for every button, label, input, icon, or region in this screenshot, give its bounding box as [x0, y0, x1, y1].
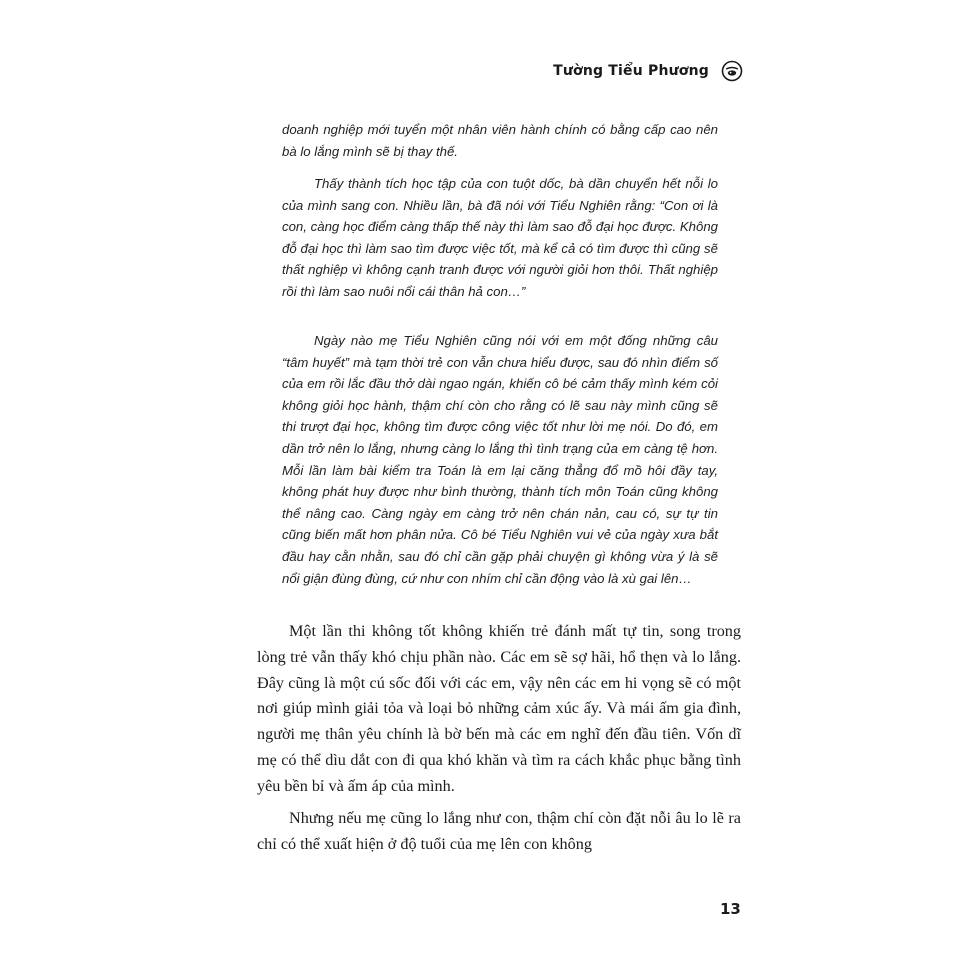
running-head [553, 60, 743, 82]
author-name: Tường Tiểu Phương [553, 63, 709, 79]
publisher-logo-icon [721, 60, 743, 82]
quote-paragraph: Ngày nào mẹ Tiểu Nghiên cũng nói với em một đống những câu “tâm huyết” mà tạm thời trẻ con vẫn chưa hiểu được, sau đó nhìn điểm số của em rồi lắc đầu thở dài ngao ngán, khiến cô bé cảm thấy mình kém cỏi không giỏi học hành, thậm chí còn cho rằng có lẽ sau này mình cũng sẽ thi trượt đại học, không tìm được công việc tốt như lời mẹ nói. Do đó, em dần trở nên lo lắng, nhưng càng lo lắng thì tình trạng của em càng tệ hơn. Mỗi lần làm bài kiểm tra Toán là em lại căng thẳng đổ mồ hôi đầy tay, không phát huy được như bình thường, thành tích môn Toán cũng không thể nâng cao. Càng ngày em càng trở nên chán nản, cau có, sự tự tin cũng biến mất hơn phân nửa. Cô bé Tiểu Nghiên vui vẻ của ngày xưa bắt đầu hay cằn nhằn, sau đó chỉ cần gặp phải chuyện gì không vừa ý là sẽ nổi giận đùng đùng, cứ như con nhím chỉ cần động vào là xù gai lên… [282, 333, 718, 586]
body-paragraph: Nhưng nếu mẹ cũng lo lắng như con, thậm chí còn đặt nỗi âu lo lẽ ra chỉ có thể xuất hiện ở độ tuổi của mẹ lên con không [257, 809, 741, 853]
body-paragraph: Một lần thi không tốt không khiến trẻ đánh mất tự tin, song trong lòng trẻ vẫn thấy khó chịu phần nào. Các em sẽ sợ hãi, hổ thẹn và lo lắng. Đây cũng là một cú sốc đối với các em, vậy nên các em hi vọng sẽ có một nơi giúp mình giải tỏa và loại bỏ những cảm xúc ấy. Và mái ấm gia đình, người mẹ thân yêu chính là bờ bến mà các em nghĩ đến đầu tiên. Vốn dĩ mẹ có thể dìu dắt con đi qua khó khăn và tìm ra cách khắc phục bằng tình yêu bền bỉ và ấm áp của mình. [257, 622, 741, 795]
quote-paragraph: doanh nghiệp mới tuyển một nhân viên hành chính có bằng cấp cao nên bà lo lắng mình sẽ bị thay thế. [282, 122, 718, 159]
page-number: 13 [720, 900, 741, 918]
quote-paragraph: Thấy thành tích học tập của con tuột dốc, bà dần chuyển hết nỗi lo của mình sang con. Nhiều lần, bà đã nói với Tiểu Nghiên rằng: “Con ơi là con, càng học điểm càng thấp thế này thì làm sao đỗ đại học được. Không đỗ đại học thì làm sao tìm được việc tốt, mà kể cả có tìm được thì cũng sẽ thất nghiệp vì không cạnh tranh được với người giỏi hơn thôi. Thất nghiệp rồi thì làm sao nuôi nổi cái thân hả con…” [282, 176, 718, 299]
